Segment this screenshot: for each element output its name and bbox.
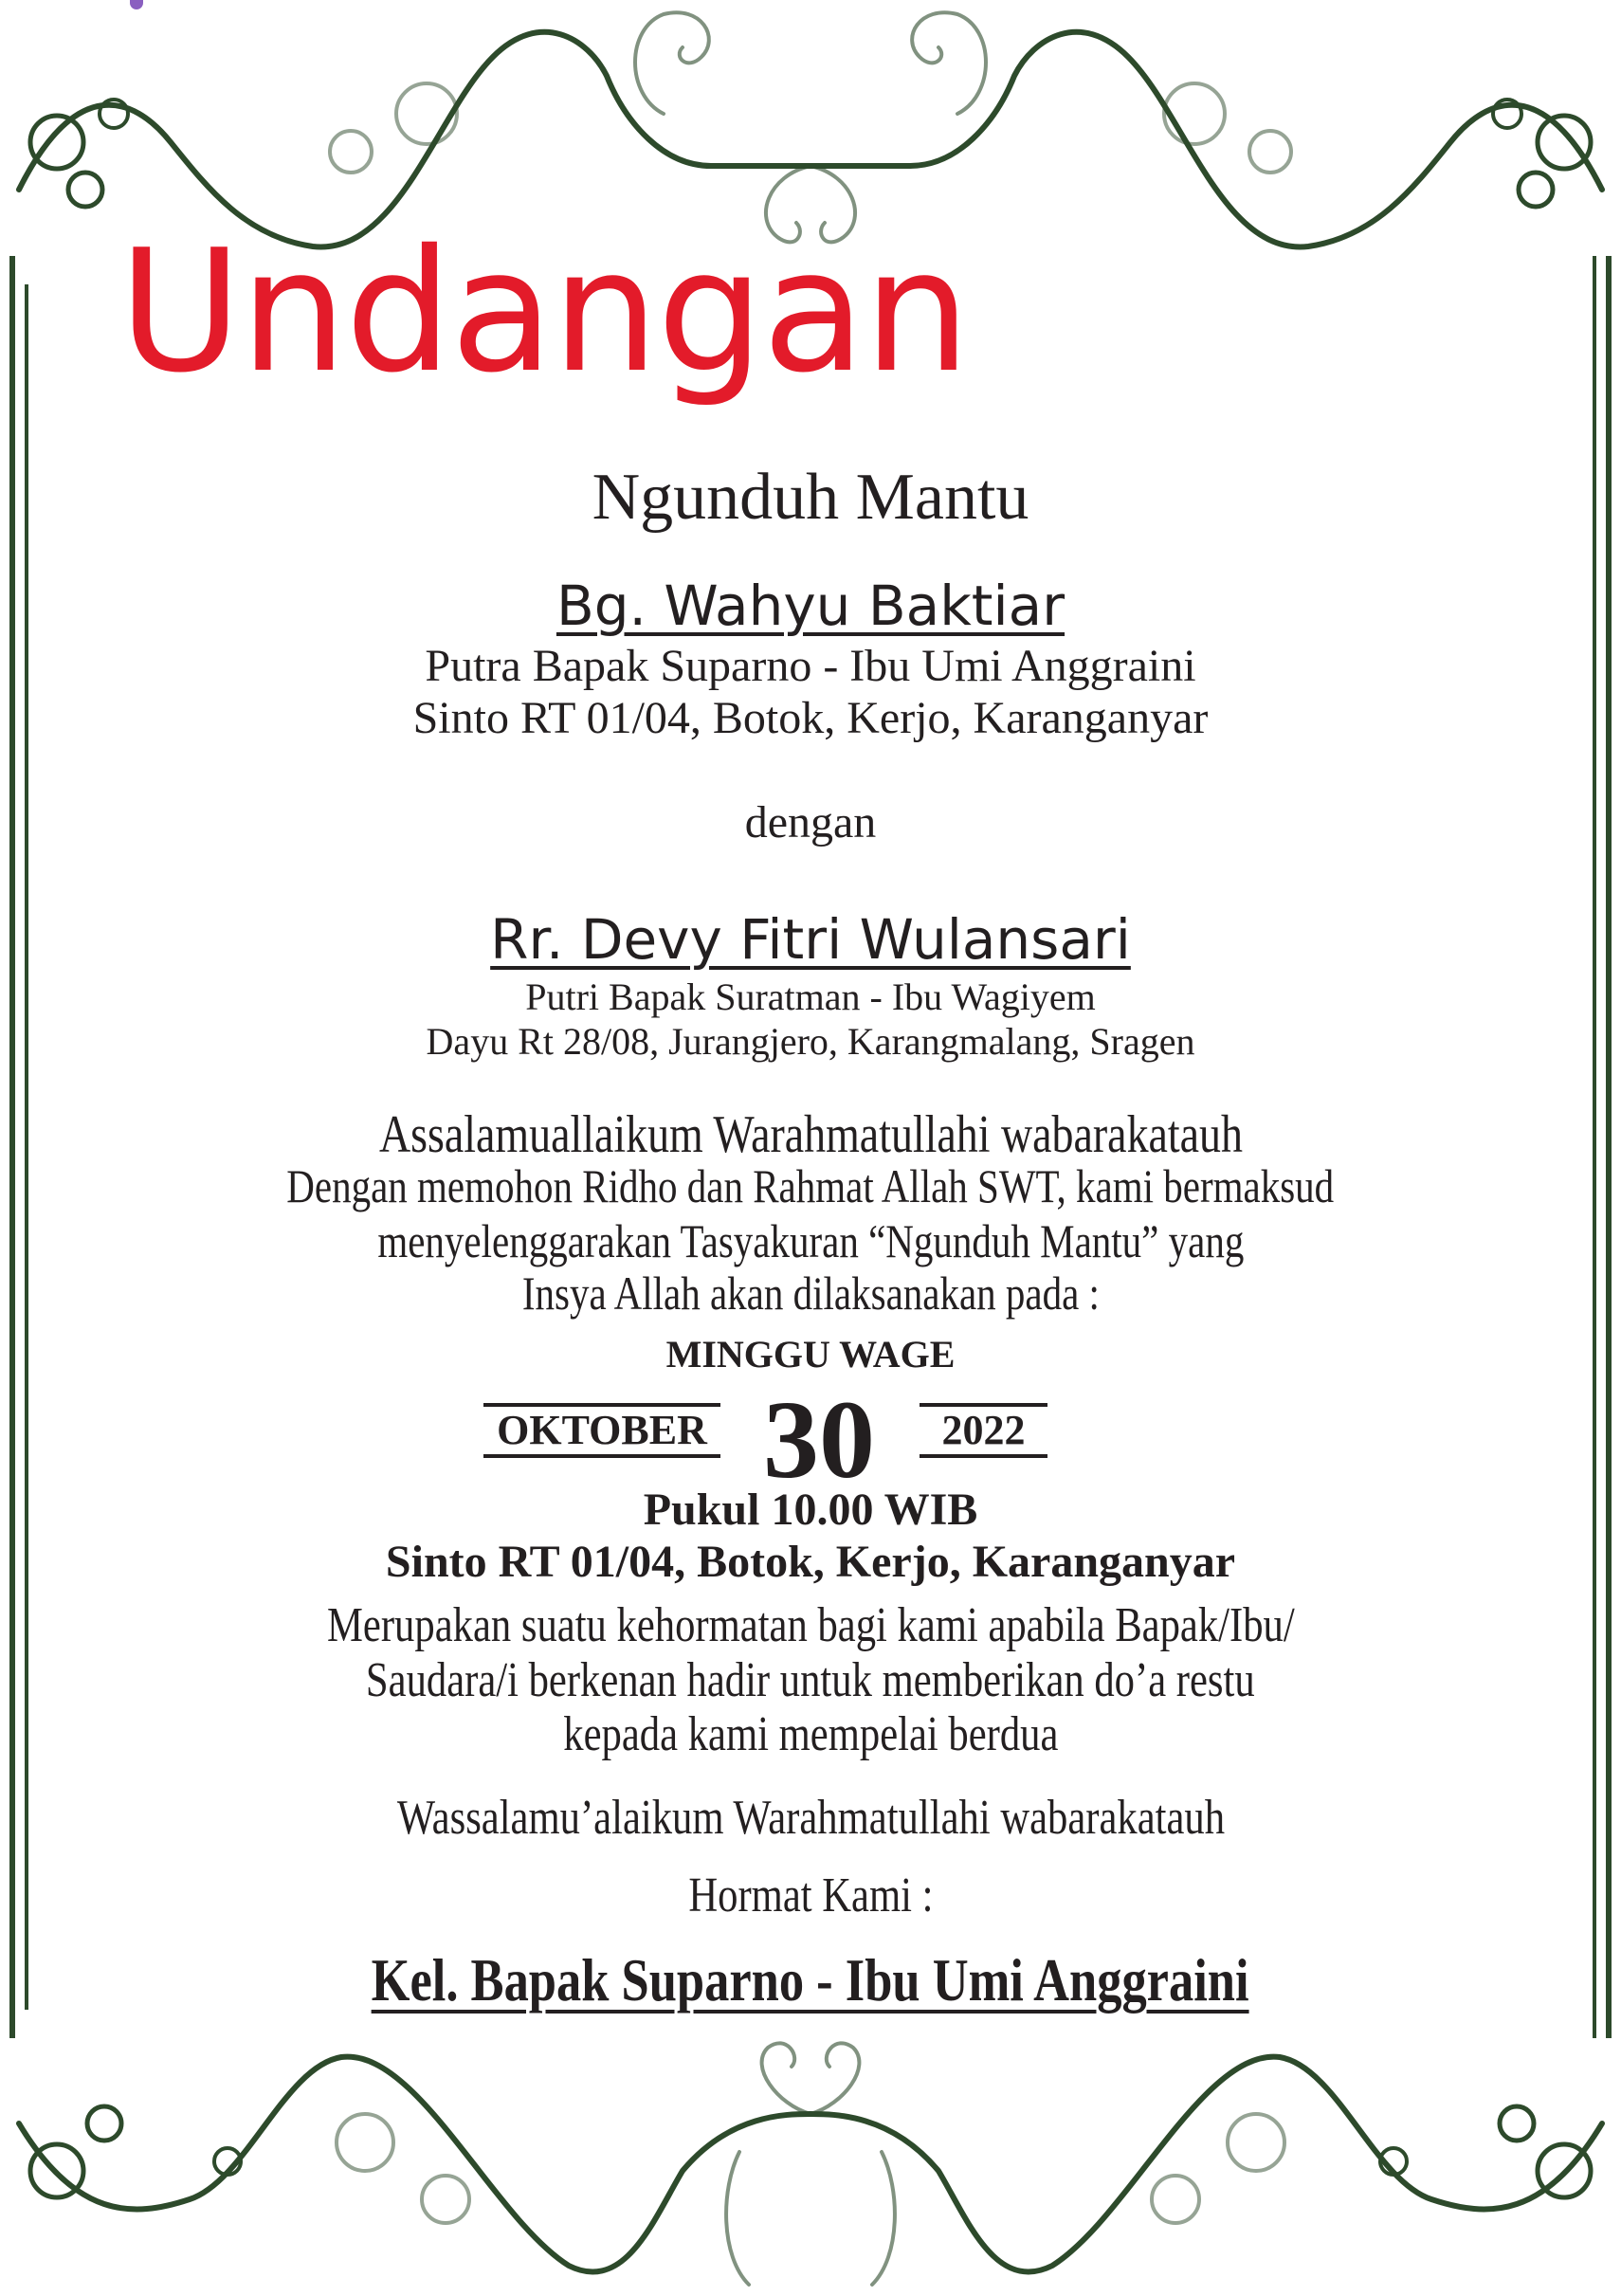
bride-address: Dayu Rt 28/08, Jurangjero, Karangmalang, Sragen bbox=[426, 1020, 1195, 1063]
connector-text: dengan bbox=[744, 797, 877, 847]
closing-line-3 bbox=[0, 1706, 1621, 1762]
signature-text: Kel. Bapak Suparno - Ibu Umi Anggraini bbox=[372, 1946, 1249, 2014]
groom-name bbox=[0, 574, 1621, 638]
intro-line-1 bbox=[0, 1158, 1621, 1213]
groom-parents: Putra Bapak Suparno - Ibu Umi Anggraini bbox=[425, 641, 1196, 691]
bride-parents: Putri Bapak Suratman - Ibu Wagiyem bbox=[525, 975, 1096, 1018]
date-row bbox=[0, 1377, 1621, 1502]
day-name: MINGGU WAGE bbox=[665, 1333, 956, 1376]
event-time: Pukul 10.00 WIB bbox=[643, 1485, 978, 1535]
event-name bbox=[0, 460, 1621, 536]
intro-line-1-text: Dengan memohon Ridho dan Rahmat Allah SWT, kami bermaksud bbox=[286, 1159, 1335, 1212]
groom-name-text: Bg. Wahyu Baktiar bbox=[556, 574, 1065, 638]
opening-greeting-text: Assalamuallaikum Warahmatullahi wabarakatauh bbox=[378, 1105, 1243, 1164]
event-venue: Sinto RT 01/04, Botok, Kerjo, Karanganyar bbox=[385, 1537, 1236, 1587]
date-year: 2022 bbox=[920, 1403, 1047, 1458]
invitation-title: Undangan bbox=[118, 213, 969, 410]
groom-address: Sinto RT 01/04, Botok, Kerjo, Karanganyar bbox=[412, 693, 1209, 743]
opening-greeting bbox=[0, 1104, 1621, 1165]
closing-line-1 bbox=[0, 1597, 1621, 1653]
bride-name bbox=[0, 907, 1621, 972]
closing-line-3-text: kepada kami mempelai berdua bbox=[562, 1707, 1059, 1761]
intro-line-3-text: Insya Allah akan dilaksanakan pada : bbox=[521, 1266, 1100, 1320]
sign-label-text: Hormat Kami : bbox=[687, 1868, 934, 1922]
closing-line-2-text: Saudara/i berkenan hadir untuk memberikan do’a restu bbox=[366, 1653, 1255, 1707]
sign-label bbox=[0, 1868, 1621, 1923]
date-day: 30 bbox=[763, 1377, 875, 1502]
closing-greeting-text: Wassalamu’alaikum Warahmatullahi wabarakatauh bbox=[396, 1791, 1225, 1845]
closing-line-1-text: Merupakan suatu kehormatan bagi kami apabila Bapak/Ibu/ bbox=[326, 1598, 1295, 1652]
signature bbox=[0, 1945, 1621, 2015]
event-name-text: Ngunduh Mantu bbox=[592, 461, 1029, 534]
bride-name-text: Rr. Devy Fitri Wulansari bbox=[490, 907, 1131, 972]
date-month: OKTOBER bbox=[483, 1403, 720, 1458]
closing-greeting bbox=[0, 1790, 1621, 1846]
closing-line-2 bbox=[0, 1652, 1621, 1708]
intro-line-2-text: menyelenggarakan Tasyakuran “Ngunduh Mantu” yang bbox=[376, 1214, 1245, 1267]
intro-line-2 bbox=[0, 1213, 1621, 1268]
intro-line-3 bbox=[0, 1266, 1621, 1321]
bottom-flourish-ornament bbox=[0, 2029, 1621, 2296]
